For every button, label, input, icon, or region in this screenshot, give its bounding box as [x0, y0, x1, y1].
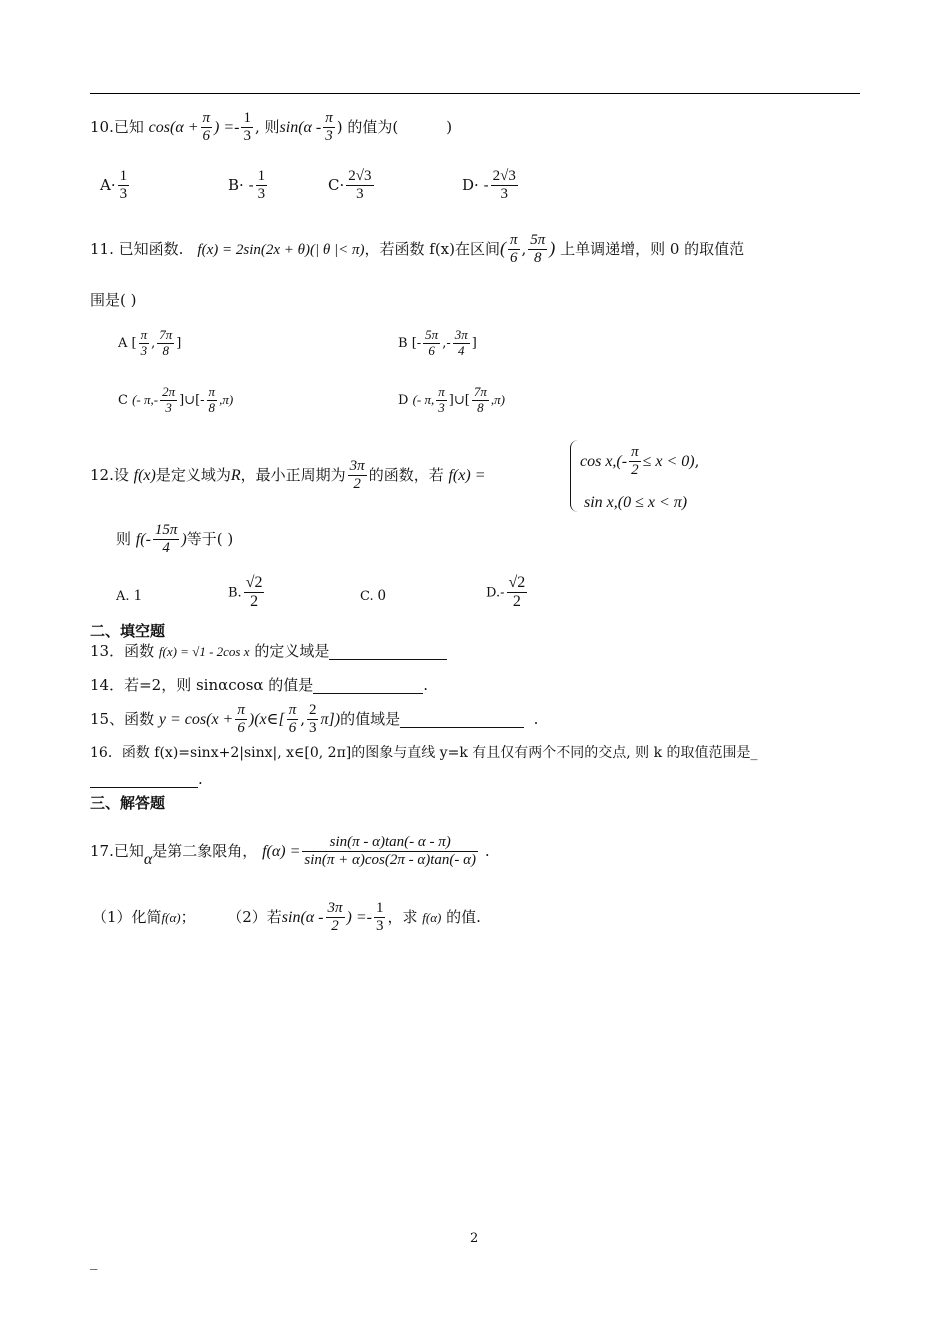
fraction — [436, 385, 447, 416]
question-17-parts — [92, 900, 481, 936]
section-title: 二、填空题 — [90, 622, 166, 640]
punctuation: , — [694, 451, 700, 470]
option-label: C — [328, 175, 340, 194]
denominator: sin(π + α)cos(2π - α)tan(- α) — [304, 852, 477, 869]
question-text: 的值. — [446, 907, 481, 926]
fraction — [508, 232, 520, 268]
question-number: 13． — [90, 642, 125, 660]
option-12-a — [116, 588, 142, 604]
question-number: 11. — [90, 239, 114, 258]
part-label: （1）化简 — [92, 907, 162, 926]
question-text: 函数 f(x)=sinx+2|sinx|, x∈[0, 2π]的图象与直线 y=k 有且仅有两个不同的交点, 则 k 的取值范围是_ — [121, 745, 758, 761]
numerator: 1 — [374, 900, 386, 918]
punctuation: . — [198, 770, 203, 788]
option-text: [ — [131, 335, 137, 351]
fraction — [153, 522, 180, 558]
denominator: 3 — [356, 186, 364, 203]
punctuation: ； — [180, 907, 196, 926]
question-16-line2 — [90, 772, 203, 788]
option-text: (- π,- — [132, 391, 159, 407]
denominator: 3 — [165, 399, 172, 415]
question-text: 的函数，若 — [368, 465, 444, 484]
fraction — [374, 900, 386, 936]
math-expr: sin(α - — [279, 118, 322, 136]
math-expr: α — [143, 850, 153, 868]
sign: - — [483, 175, 489, 194]
question-14 — [90, 678, 428, 694]
option-label: C. — [360, 589, 374, 604]
option-text: ]∪[- — [179, 392, 205, 408]
fraction — [201, 110, 213, 146]
numerator: 3π — [348, 458, 367, 476]
option-text: ]∪[ — [448, 392, 470, 408]
option-label: A — [118, 335, 128, 351]
question-text: , 则 — [254, 117, 280, 136]
question-16 — [90, 746, 758, 760]
footer-mark — [90, 1254, 98, 1269]
math-expr: ) =- — [346, 908, 372, 926]
question-text: 的定义域是 — [254, 642, 330, 660]
question-10 — [90, 110, 452, 146]
question-lead: 已知 — [113, 117, 144, 136]
question-15 — [90, 702, 538, 738]
footer-mark-text: _ — [90, 1252, 98, 1270]
fraction — [244, 574, 265, 612]
question-text: 若=2，则 sinαcosα 的值是 — [124, 676, 314, 694]
denominator: 3 — [325, 128, 333, 145]
question-11-line2 — [90, 293, 136, 308]
numerator: 3π — [454, 327, 468, 342]
fraction — [302, 834, 478, 870]
option-label: D — [398, 392, 409, 408]
math-expr: y = cos(x + — [158, 710, 234, 728]
math-expr: f(x) = — [448, 466, 486, 484]
denominator: 3 — [438, 399, 445, 415]
numerator: 5π — [528, 232, 547, 250]
question-number: 17. — [90, 841, 114, 860]
fraction — [207, 385, 218, 416]
option-11-d — [398, 385, 505, 416]
numerator: 2√3 — [491, 168, 518, 186]
numerator: 2π — [162, 384, 176, 399]
math-expr: π]) — [320, 710, 341, 728]
numerator: 7π — [473, 384, 487, 399]
option-label: B — [398, 335, 408, 351]
denominator: 2 — [331, 918, 339, 935]
option-text: ,- — [442, 335, 451, 351]
numerator: π — [235, 702, 247, 720]
math-expr: f(x) — [133, 466, 156, 484]
option-text: ,π) — [490, 391, 505, 407]
question-17 — [90, 834, 490, 870]
denominator: 4 — [457, 342, 465, 358]
option-label: B — [228, 175, 240, 194]
math-expr: ) =- — [214, 118, 240, 136]
numerator: sin(π - α)tan(- α - π) — [302, 834, 478, 852]
option-label: A — [100, 175, 111, 194]
denominator: 2 — [250, 593, 259, 611]
fraction — [323, 110, 335, 146]
denominator: 3 — [500, 186, 509, 203]
math-expr: sin x,(0 ≤ x < π) — [584, 494, 688, 511]
answer-blank[interactable] — [329, 644, 447, 660]
denominator: 8 — [534, 250, 542, 267]
numerator: π — [140, 327, 148, 342]
option-text: ,π) — [219, 391, 234, 407]
math-expr: cos(α + — [148, 118, 199, 136]
question-13 — [90, 644, 447, 660]
denominator: 3 — [243, 128, 251, 145]
math-expr: f(x) = 2sin(2x + θ)(| θ |< π) — [197, 241, 365, 258]
answer-blank[interactable] — [313, 678, 423, 694]
option-12-b — [228, 574, 266, 612]
option-10-d: D· - $\frac{2√3}{3}$ — [462, 168, 516, 203]
option-10-b: B· - $\frac{1}{3}$ — [228, 168, 266, 203]
question-text: 函数 — [124, 709, 155, 728]
numerator: π — [508, 232, 520, 250]
option-value: 0 — [377, 587, 386, 604]
denominator: 2 — [353, 476, 361, 493]
fraction — [423, 328, 440, 359]
option-12-d — [486, 574, 529, 612]
page-number — [470, 1232, 478, 1245]
denominator: 4 — [162, 540, 170, 557]
question-number: 14． — [90, 676, 125, 694]
numerator: 1 — [241, 110, 253, 128]
option-value: 1 — [133, 587, 142, 604]
numerator: π — [287, 702, 299, 720]
option-11-b — [398, 328, 477, 359]
part-label: （2）若 — [227, 907, 282, 926]
numerator: π — [438, 384, 445, 399]
question-text: ，最小正周期为 — [240, 465, 346, 484]
question-text: 等于( ) — [186, 529, 234, 548]
question-lead: 已知 — [113, 841, 144, 860]
option-11-a: A [ $\frac{\pi}{3}$ , $\frac{7\pi}{8}$ ] — [118, 327, 182, 358]
option-11-c — [118, 385, 233, 416]
fraction — [528, 232, 547, 268]
numerator: π — [629, 444, 641, 462]
math-expr: ≤ x < 0) — [642, 452, 695, 470]
math-expr: R — [230, 466, 241, 484]
question-12 — [90, 458, 485, 494]
piecewise-case-2 — [584, 495, 687, 511]
question-11: 11. 已知函数. f(x) = 2sin(2x + θ)(| θ |< π)，若函数 f(x)在区间( $\frac{\pi}{6}$ , $\frac{5\pi}{8}$ ) 上单调递增，则 0 的取值范 — [90, 232, 745, 267]
question-12-ask — [116, 522, 233, 558]
question-text: ，若函数 f(x)在区间 — [364, 239, 500, 258]
numerator: √2 — [507, 574, 528, 593]
answer-blank[interactable] — [90, 772, 198, 788]
option-text: [- — [411, 335, 422, 351]
option-10-a: A· $\frac{1}{3}$ — [100, 168, 128, 203]
denominator: 3 — [119, 186, 128, 203]
section-heading-fill-in — [90, 624, 165, 639]
question-text: 的值域是 — [340, 709, 401, 728]
fraction — [507, 574, 528, 612]
question-number: 12. — [90, 465, 114, 484]
denominator: 6 — [288, 720, 297, 737]
denominator: 8 — [162, 342, 170, 358]
punctuation: . — [484, 841, 490, 860]
answer-paren: ) — [446, 117, 453, 136]
option-label: D. — [486, 585, 501, 601]
math-expr: f(α) — [161, 909, 181, 925]
section-heading-solutions — [90, 796, 165, 811]
fraction — [139, 328, 150, 359]
math-expr: ) — [181, 530, 187, 548]
option-label: D — [462, 175, 475, 194]
fraction — [118, 168, 130, 204]
fraction — [157, 328, 174, 359]
numerator: 2√3 — [346, 168, 373, 186]
numerator: 1 — [256, 168, 268, 186]
option-label: A. — [116, 589, 130, 604]
numerator: √2 — [244, 574, 265, 593]
math-expr: f(α) = — [262, 842, 301, 860]
denominator: 6 — [509, 250, 518, 267]
question-text: 上单调递增，则 0 的取值范 — [560, 239, 745, 258]
numerator: π — [323, 110, 335, 128]
question-number: 16． — [90, 745, 122, 761]
math-expr: f(α) — [422, 909, 442, 925]
denominator: 6 — [428, 342, 435, 358]
numerator: π — [201, 110, 213, 128]
fraction — [287, 702, 299, 738]
math-expr: )(x∈[ — [248, 710, 285, 728]
question-text: 则 — [116, 529, 132, 548]
numerator: π — [208, 384, 216, 399]
fraction — [326, 900, 345, 936]
punctuation: . — [423, 676, 429, 694]
punctuation: , — [300, 709, 305, 728]
option-label: B. — [228, 585, 242, 601]
answer-blank[interactable] — [400, 712, 524, 728]
question-lead: 设 — [113, 465, 129, 484]
denominator: 3 — [308, 720, 317, 737]
fraction — [160, 385, 177, 416]
denominator: 2 — [512, 593, 521, 611]
page-number-text: 2 — [470, 1231, 479, 1246]
question-text: ) 的值为( — [336, 117, 399, 136]
denominator: 3 — [140, 342, 148, 358]
math-expr: f(x) = √1 - 2cos x — [158, 644, 250, 659]
question-text: 是第二象限角， — [152, 841, 258, 860]
numerator: 1 — [118, 168, 130, 186]
denominator: 8 — [208, 399, 216, 415]
numerator: 2 — [307, 702, 319, 720]
fraction — [491, 168, 518, 204]
header-rule — [90, 93, 860, 94]
numerator: 15π — [153, 522, 180, 540]
question-text: ，求 — [387, 907, 418, 926]
fraction — [235, 702, 247, 738]
option-text: (- π, — [412, 391, 435, 407]
fraction — [256, 168, 268, 204]
option-label: C — [118, 392, 128, 408]
question-number: 15、 — [90, 709, 125, 728]
fraction — [453, 328, 470, 359]
denominator: 3 — [375, 918, 384, 935]
math-expr: sin(α - — [281, 908, 324, 926]
fraction — [346, 168, 373, 204]
denominator: 2 — [631, 462, 639, 479]
punctuation: . — [533, 709, 539, 728]
fraction — [307, 702, 319, 738]
denominator: 3 — [257, 186, 266, 203]
numerator: 7π — [159, 327, 173, 342]
numerator: 3π — [326, 900, 345, 918]
fraction — [472, 385, 489, 416]
sign: - — [248, 175, 254, 194]
question-text: 是定义域为 — [155, 465, 231, 484]
question-text: 函数 — [124, 642, 155, 660]
fraction — [629, 444, 641, 480]
numerator: 5π — [425, 327, 439, 342]
question-lead: 已知函数. — [118, 239, 184, 258]
fraction — [241, 110, 253, 146]
denominator: 8 — [477, 399, 484, 415]
option-10-c: C· $\frac{2√3}{3}$ — [328, 168, 372, 203]
fraction — [348, 458, 367, 494]
question-text: 围是( ) — [90, 291, 137, 309]
denominator: 6 — [237, 720, 245, 737]
section-title: 三、解答题 — [90, 794, 166, 812]
option-12-c — [360, 588, 386, 604]
question-number: 10. — [90, 117, 114, 136]
piecewise-case-1 — [580, 444, 699, 480]
denominator: 6 — [202, 128, 211, 145]
math-expr: cos x,(- — [580, 452, 628, 470]
option-text: ] — [176, 335, 182, 351]
option-text: ] — [471, 335, 477, 351]
math-expr: f(- — [135, 530, 151, 548]
sign: - — [500, 585, 505, 601]
